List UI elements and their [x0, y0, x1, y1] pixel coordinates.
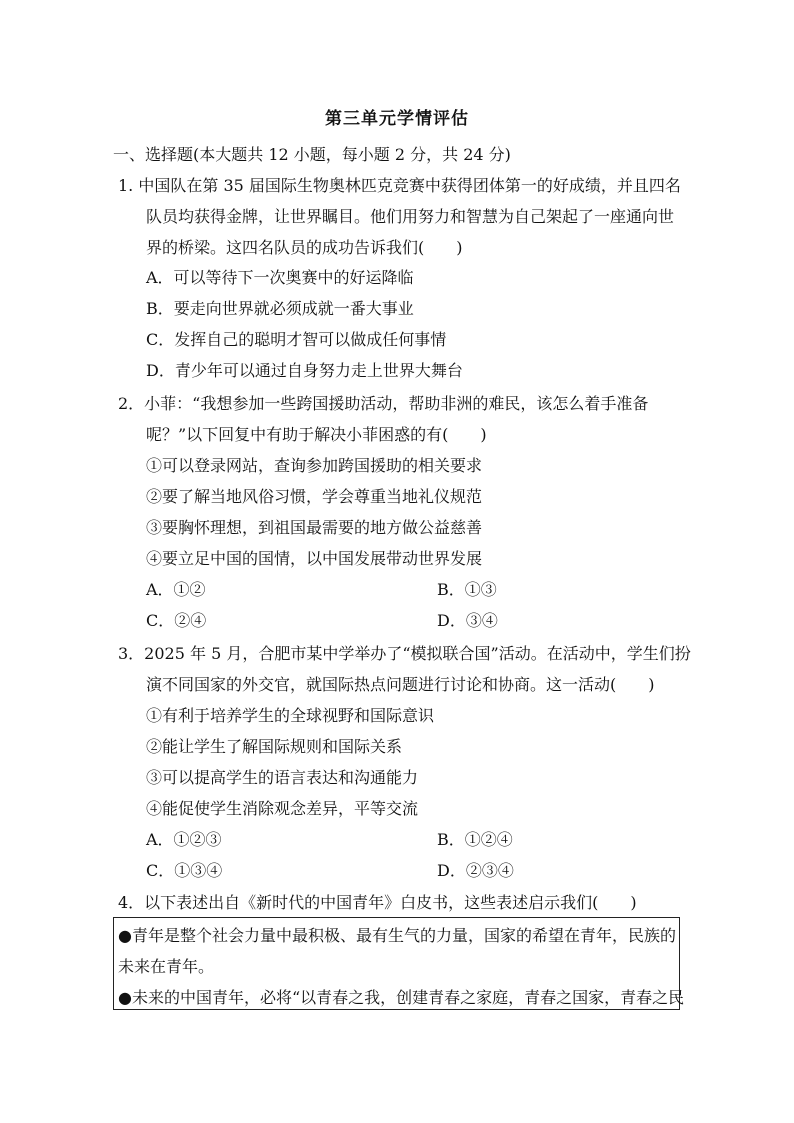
question-stem-line: 界的桥梁。这四名队员的成功告诉我们( ): [146, 238, 463, 257]
option-d: D．②③④: [437, 861, 514, 880]
option-c: C．②④: [146, 611, 207, 630]
question-stem-line: 3．2025 年 5 月，合肥市某中学举办了“模拟联合国”活动。在活动中，学生们扮: [118, 644, 691, 663]
option-b: B．①②④: [437, 830, 513, 849]
quote-line: 未来在青年。: [118, 957, 215, 976]
option-c: C．①③④: [146, 861, 223, 880]
statement-2: ②要了解当地风俗习惯，学会尊重当地礼仪规范: [146, 487, 483, 506]
option-b: B．①③: [437, 580, 497, 599]
statement-3: ③要胸怀理想，到祖国最需要的地方做公益慈善: [146, 518, 483, 537]
section-header: 一、选择题(本大题共 12 小题，每小题 2 分，共 24 分): [113, 145, 511, 164]
question-stem-line: 2．小菲：“我想参加一些跨国援助活动，帮助非洲的难民，该怎么着手准备: [118, 394, 649, 413]
question-stem-line: 4．以下表述出自《新时代的中国青年》白皮书，这些表述启示我们( ): [118, 893, 637, 912]
quote-line: ●未来的中国青年，必将“以青春之我，创建青春之家庭，青春之国家，青春之民: [118, 988, 685, 1007]
option-d: D．青少年可以通过自身努力走上世界大舞台: [146, 361, 463, 380]
option-c: C．发挥自己的聪明才智可以做成任何事情: [146, 330, 447, 349]
option-d: D．③④: [437, 611, 498, 630]
statement-1: ①可以登录网站，查询参加跨国援助的相关要求: [146, 456, 483, 475]
statement-2: ②能让学生了解国际规则和国际关系: [146, 737, 403, 756]
quote-line: ●青年是整个社会力量中最积极、最有生气的力量，国家的希望在青年，民族的: [118, 926, 676, 945]
option-a: A．可以等待下一次奥赛中的好运降临: [146, 268, 414, 287]
question-stem-line: 队员均获得金牌，让世界瞩目。他们用努力和智慧为自己架起了一座通向世: [146, 207, 675, 226]
option-a: A．①②③: [146, 830, 222, 849]
statement-4: ④能促使学生消除观念差异，平等交流: [146, 799, 419, 818]
question-stem-line: 呢？”以下回复中有助于解决小菲困惑的有( ): [146, 425, 487, 444]
question-stem-line: 演不同国家的外交官，就国际热点问题进行讨论和协商。这一活动( ): [146, 675, 655, 694]
option-a: A．①②: [146, 580, 206, 599]
question-stem-line: 1. 中国队在第 35 届国际生物奥林匹克竞赛中获得团体第一的好成绩，并且四名: [118, 176, 681, 195]
option-b: B．要走向世界就必须成就一番大事业: [146, 299, 414, 318]
statement-3: ③可以提高学生的语言表达和沟通能力: [146, 768, 419, 787]
statement-4: ④要立足中国的国情，以中国发展带动世界发展: [146, 549, 483, 568]
page-title: 第三单元学情评估: [325, 109, 469, 129]
statement-1: ①有利于培养学生的全球视野和国际意识: [146, 706, 435, 725]
